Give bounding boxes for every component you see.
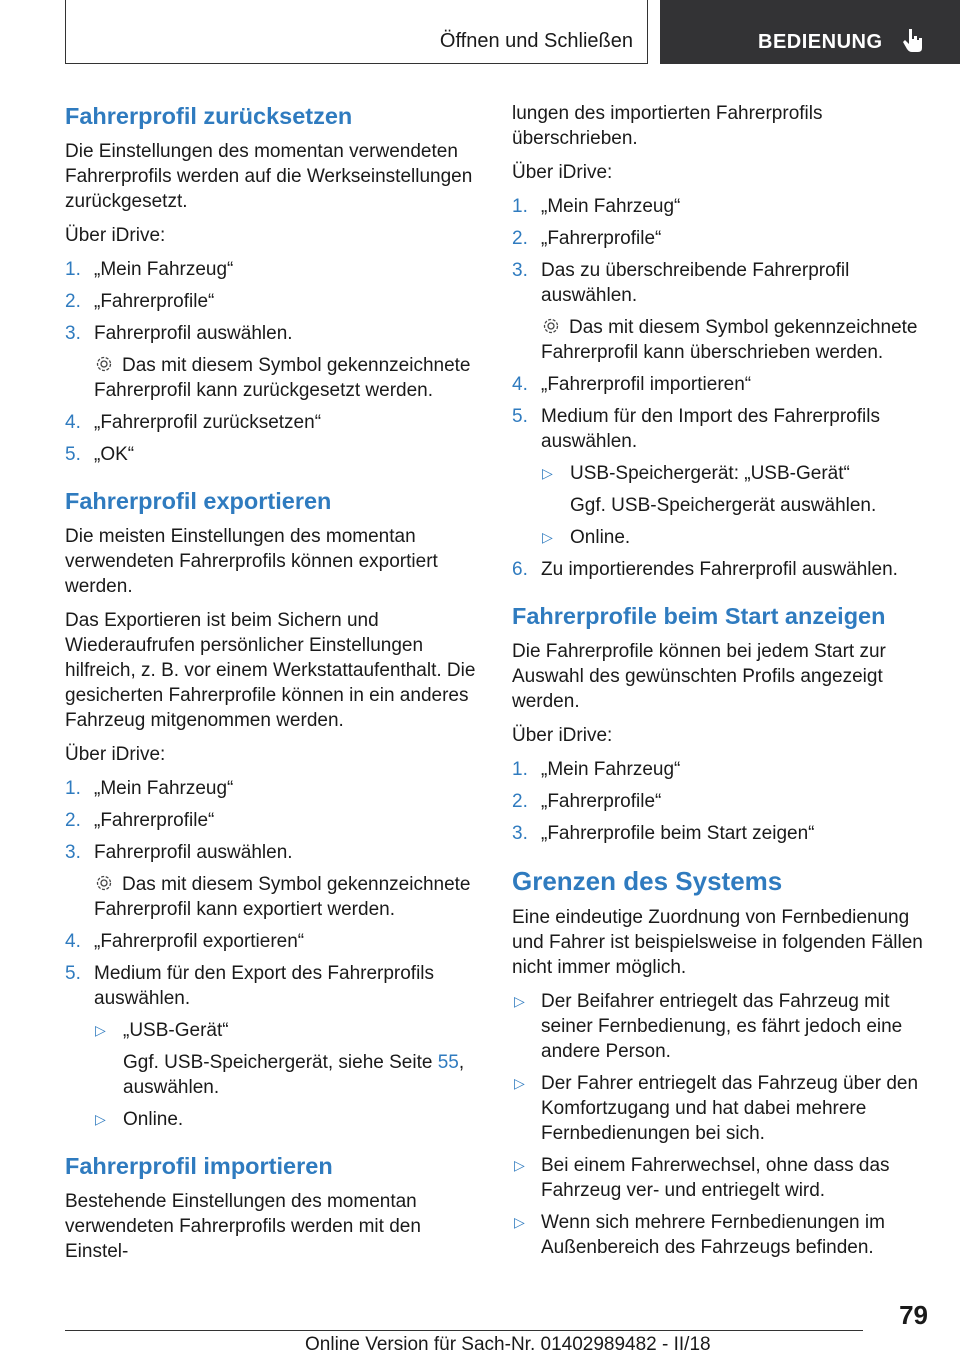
footer-text: Online Version für Sach-Nr. 01402989482 - II/18 — [305, 1334, 711, 1355]
sub-item: ▷ „USB-Gerät“ — [95, 1020, 229, 1041]
list-item: 1. „Mein Fahrzeug“ — [512, 759, 681, 780]
limits-intro: Eine eindeutige Zuordnung von Fernbedienung und Fahrer ist beispielsweise in folgenden Fällen nicht immer möglich. — [512, 907, 923, 978]
list-item: 4. „Fahrerprofil zurücksetzen“ — [65, 412, 322, 433]
import-via: Über iDrive: — [512, 162, 613, 183]
heading-export: Fahrerprofil exportieren — [65, 488, 332, 514]
start-via: Über iDrive: — [512, 725, 613, 746]
step-note: Das mit diesem Symbol gekennzeichnete Fahrerprofil kann überschrieben werden. — [541, 317, 918, 363]
list-item: ▷ Bei einem Fahrerwechsel, ohne dass das Fahrzeug ver- und entriegelt wird. — [514, 1155, 890, 1201]
list-item: 5. „OK“ — [65, 444, 135, 465]
list-item: 2. „Fahrerprofile“ — [65, 810, 215, 831]
footer-divider — [65, 1330, 863, 1331]
reset-intro: Die Einstellungen des momentan verwendeten Fahrerprofils werden auf die Werkseinstellungen zurückgesetzt. — [65, 141, 473, 212]
list-item: 2. „Fahrerprofile“ — [65, 291, 215, 312]
section-tab — [660, 0, 960, 64]
list-item: 2. „Fahrerprofile“ — [512, 228, 662, 249]
gear-icon — [94, 354, 114, 374]
export-intro: Die meisten Einstellungen des momentan verwendeten Fahrerprofils können exportiert werden. — [65, 526, 438, 597]
list-item: 3. Das zu überschreibende Fahrerprofil auswählen. — [512, 260, 850, 306]
step-note: Das mit diesem Symbol gekennzeichnete Fahrerprofil kann exportiert werden. — [94, 874, 471, 920]
sub-note: Ggf. USB-Speichergerät, siehe Seite 55, auswählen. — [123, 1052, 465, 1098]
heading-import: Fahrerprofil importieren — [65, 1153, 333, 1179]
reset-via: Über iDrive: — [65, 225, 166, 246]
list-item: ▷ Der Beifahrer entriegelt das Fahrzeug mit seiner Fernbedienung, es fährt jedoch eine andere Person. — [514, 991, 903, 1062]
sub-item: ▷ Online. — [95, 1109, 184, 1130]
triangle-bullet-icon: ▷ — [95, 1022, 106, 1038]
export-via: Über iDrive: — [65, 744, 166, 765]
list-item: ▷ Wenn sich mehrere Fernbedienungen im Außenbereich des Fahrzeugs befinden. — [514, 1212, 885, 1258]
export-para: Das Exportieren ist beim Sichern und Wiederaufrufen persönlicher Einstellungen hilfreich, z. B. vor einem Werkstattaufenthalt. Die gesicherten Fahrerprofile können in ein anderes Fahrzeug mitgenommen werden. — [65, 610, 476, 731]
triangle-bullet-icon: ▷ — [95, 1111, 106, 1127]
hand-pointer-icon — [899, 26, 927, 54]
triangle-bullet-icon: ▷ — [514, 1075, 525, 1091]
gear-icon — [94, 873, 114, 893]
triangle-bullet-icon: ▷ — [542, 465, 553, 481]
sub-item: ▷ USB-Speichergerät: „USB-Gerät“ — [542, 463, 850, 484]
list-item: 3. „Fahrerprofile beim Start zeigen“ — [512, 823, 815, 844]
import-intro: Bestehende Einstellungen des momentan verwendeten Fahrerprofils werden mit den Einstel- — [65, 1191, 421, 1262]
triangle-bullet-icon: ▷ — [514, 1157, 525, 1173]
page-link[interactable]: 55 — [437, 1052, 459, 1073]
heading-start: Fahrerprofile beim Start anzeigen — [512, 603, 886, 629]
list-item: 1. „Mein Fahrzeug“ — [65, 778, 234, 799]
sub-note: Ggf. USB-Speichergerät auswählen. — [570, 495, 877, 516]
heading-reset: Fahrerprofil zurücksetzen — [65, 103, 353, 129]
list-item: 1. „Mein Fahrzeug“ — [65, 259, 234, 280]
list-item: 6. Zu importierendes Fahrerprofil auswählen. — [512, 559, 898, 580]
start-intro: Die Fahrerprofile können bei jedem Start zur Auswahl des gewünschten Profils angezeigt werden. — [512, 641, 886, 712]
list-item: 1. „Mein Fahrzeug“ — [512, 196, 681, 217]
triangle-bullet-icon: ▷ — [514, 993, 525, 1009]
chapter-tab — [65, 0, 648, 64]
section-title: BEDIENUNG — [758, 31, 883, 53]
list-item: 4. „Fahrerprofil importieren“ — [512, 374, 752, 395]
chapter-title: Öffnen und Schließen — [439, 30, 633, 52]
list-item: ▷ Der Fahrer entriegelt das Fahrzeug über den Komfortzugang und hat dabei mehrere Fernbedienungen bei sich. — [514, 1073, 919, 1144]
heading-limits: Grenzen des Systems — [512, 866, 783, 896]
list-item: 3. Fahrerprofil auswählen. — [65, 842, 293, 863]
right-column — [512, 101, 924, 1267]
list-item: 5. Medium für den Export des Fahrerprofils auswählen. — [65, 963, 435, 1009]
sub-item: ▷ Online. — [542, 527, 631, 548]
gear-icon — [541, 316, 561, 336]
list-item: 5. Medium für den Import des Fahrerprofils auswählen. — [512, 406, 880, 452]
list-item: 4. „Fahrerprofil exportieren“ — [65, 931, 305, 952]
triangle-bullet-icon: ▷ — [514, 1214, 525, 1230]
list-item: 3. Fahrerprofil auswählen. — [65, 323, 293, 344]
list-item: 2. „Fahrerprofile“ — [512, 791, 662, 812]
import-continued: lungen des importierten Fahrerprofils überschrieben. — [512, 103, 823, 149]
triangle-bullet-icon: ▷ — [542, 529, 553, 545]
step-note: Das mit diesem Symbol gekennzeichnete Fahrerprofil kann zurückgesetzt werden. — [94, 355, 471, 401]
page-number: 79 — [899, 1300, 928, 1330]
left-column — [65, 101, 477, 1273]
